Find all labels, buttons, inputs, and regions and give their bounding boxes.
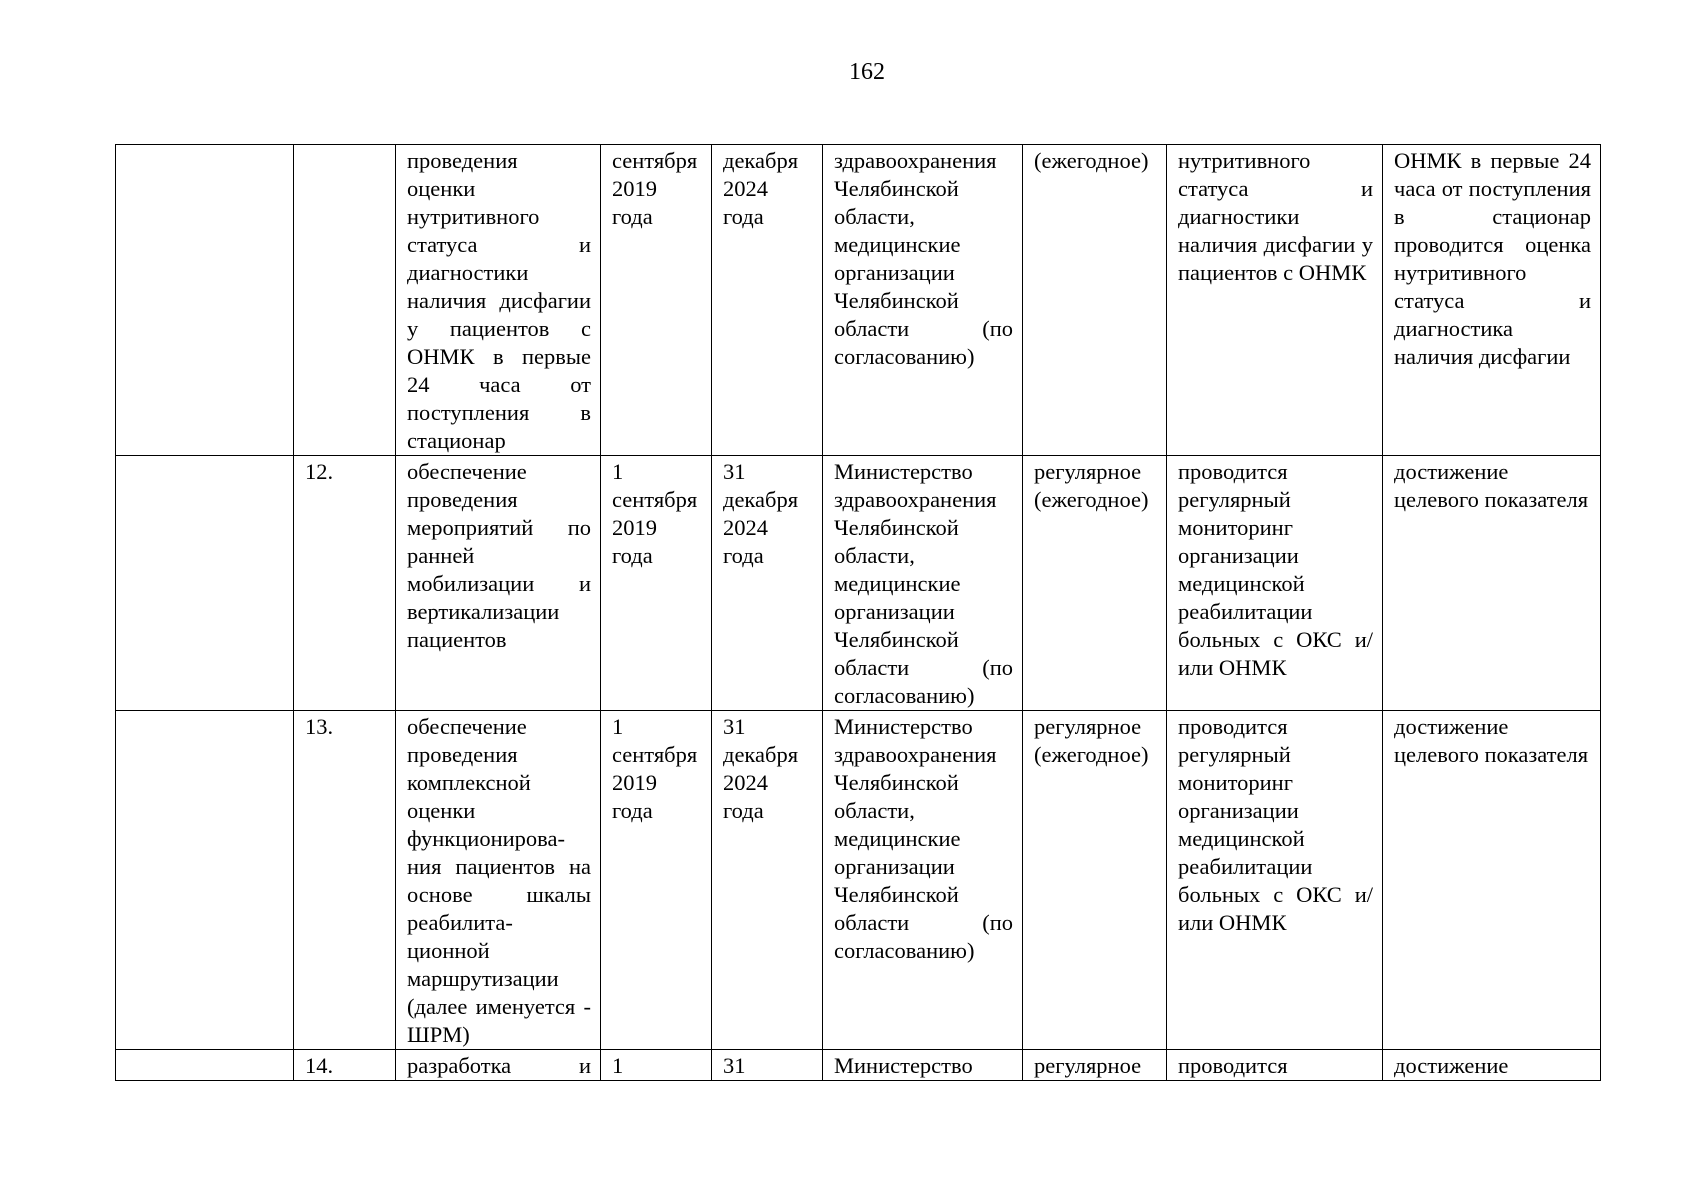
responsible-cell: Министерство — [823, 1050, 1023, 1081]
character-cell: (ежегодное) — [1023, 145, 1167, 456]
responsible-cell: здравоохранения Челябинской области, медицинские организации Челябинской области (по согласованию) — [823, 145, 1023, 456]
activities-table — [115, 144, 1601, 1081]
monitoring-cell: проводится регулярный мониторинг организации медицинской реабилитации больных с ОКС и/или ОНМК — [1167, 456, 1383, 711]
row-number-cell — [294, 145, 396, 456]
end-date-cell: декабря 2024 года — [712, 145, 823, 456]
activity-cell: разработка и — [396, 1050, 601, 1081]
table-row — [116, 711, 1601, 1050]
activity-cell: обеспечение проведения комплексной оценки функционирова-ния пациентов на основе шкалы реабилита-ционной маршрутизации (далее именуется - ШРМ) — [396, 711, 601, 1050]
table-row — [116, 1050, 1601, 1081]
monitoring-cell: проводится регулярный мониторинг организации медицинской реабилитации больных с ОКС и/или ОНМК — [1167, 711, 1383, 1050]
result-cell: ОНМК в первые 24 часа от поступления в стационар проводится оценка нутритивного статуса и диагностика наличия дисфагии — [1383, 145, 1601, 456]
responsible-cell: Министерство здравоохранения Челябинской области, медицинские организации Челябинской области (по согласованию) — [823, 711, 1023, 1050]
start-date-cell: сентября 2019 года — [601, 145, 712, 456]
character-cell: регулярное — [1023, 1050, 1167, 1081]
end-date-cell: 31 — [712, 1050, 823, 1081]
row-number-cell: 14. — [294, 1050, 396, 1081]
activity-cell: обеспечение проведения мероприятий по ранней мобилизации и вертикализации пациентов — [396, 456, 601, 711]
character-cell: регулярное (ежегодное) — [1023, 456, 1167, 711]
page-number: 162 — [849, 59, 885, 85]
empty-cell — [116, 711, 294, 1050]
result-cell: достижение целевого показателя — [1383, 711, 1601, 1050]
end-date-cell: 31 декабря 2024 года — [712, 456, 823, 711]
row-number-cell: 12. — [294, 456, 396, 711]
responsible-cell: Министерство здравоохранения Челябинской области, медицинские организации Челябинской области (по согласованию) — [823, 456, 1023, 711]
monitoring-cell: нутритивного статуса и диагностики наличия дисфагии у пациентов с ОНМК — [1167, 145, 1383, 456]
result-cell: достижение целевого показателя — [1383, 456, 1601, 711]
empty-cell — [116, 456, 294, 711]
monitoring-cell: проводится — [1167, 1050, 1383, 1081]
start-date-cell: 1 сентября 2019 года — [601, 711, 712, 1050]
end-date-cell: 31 декабря 2024 года — [712, 711, 823, 1050]
start-date-cell: 1 сентября 2019 года — [601, 456, 712, 711]
start-date-cell: 1 — [601, 1050, 712, 1081]
empty-cell — [116, 1050, 294, 1081]
character-cell: регулярное (ежегодное) — [1023, 711, 1167, 1050]
empty-cell — [116, 145, 294, 456]
result-cell: достижение — [1383, 1050, 1601, 1081]
table-row — [116, 145, 1601, 456]
table-row — [116, 456, 1601, 711]
activity-cell: проведения оценки нутритивного статуса и диагностики наличия дисфагии у пациентов с ОНМК в первые 24 часа от поступления в стационар — [396, 145, 601, 456]
row-number-cell: 13. — [294, 711, 396, 1050]
